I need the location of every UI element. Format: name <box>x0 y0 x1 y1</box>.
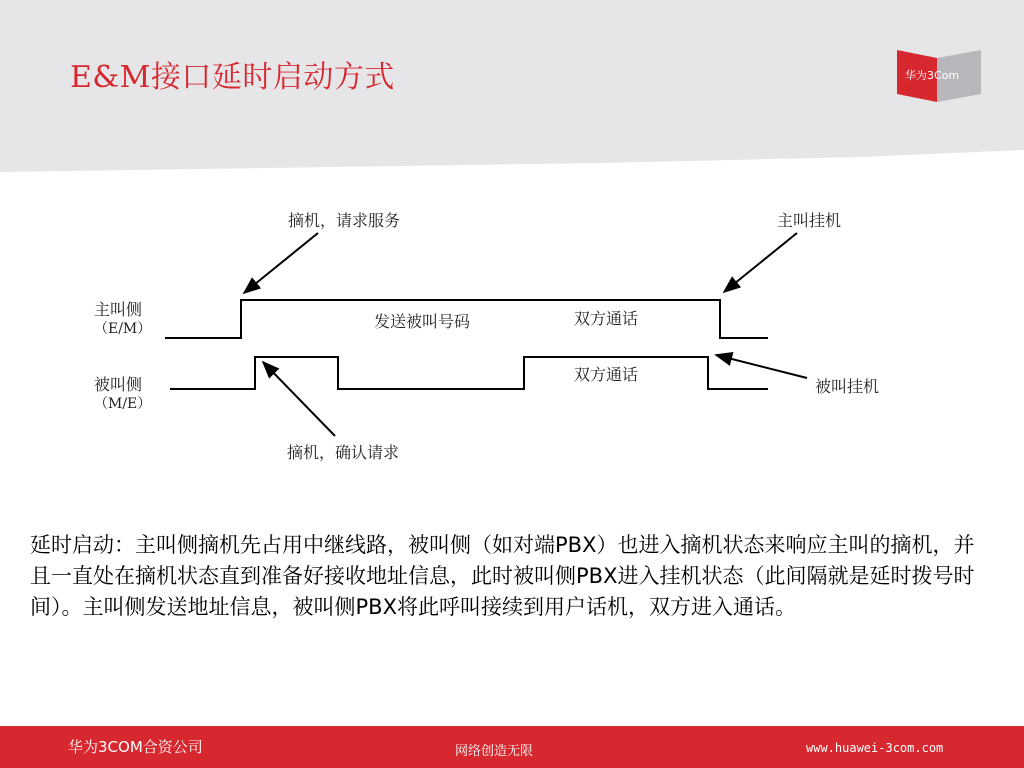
calling-side-sub: （E/M） <box>94 321 152 337</box>
footer-bar <box>0 726 1024 768</box>
annotation-send-number: 发送被叫号码 <box>374 312 471 331</box>
called-side-label: 被叫侧 <box>94 375 143 394</box>
footer-url[interactable]: www.huawei-3com.com <box>806 741 944 755</box>
description-paragraph: 延时启动：主叫侧摘机先占用中继线路，被叫侧（如对端PBX）也进入摘机状态来响应主叫的摘机，并且一直处在摘机状态直到准备好接收地址信息，此时被叫侧PBX进入挂机状态（此间隔就是延时拨号时间）。主叫侧发送地址信息，被叫侧PBX将此呼叫接续到用户话机，双方进入通话。 <box>30 533 975 619</box>
called-side-sub: （M/E） <box>94 396 152 412</box>
annotation-talk-top: 双方通话 <box>574 309 639 328</box>
annotation-caller-onhook: 主叫挂机 <box>777 211 842 230</box>
footer-company: 华为3COM合资公司 <box>68 738 203 756</box>
called-side-signal <box>170 357 768 389</box>
annotation-offhook-confirm: 摘机，确认请求 <box>287 443 400 462</box>
annotation-talk-bottom: 双方通话 <box>574 365 639 384</box>
calling-side-label: 主叫侧 <box>94 300 143 319</box>
footer-slogan: 网络创造无限 <box>455 744 534 759</box>
offhook-confirm-arrow <box>263 362 335 436</box>
callee-onhook-arrow <box>716 355 807 378</box>
page-title: E&M接口延时启动方式 <box>70 60 395 95</box>
annotation-offhook-request: 摘机，请求服务 <box>288 211 401 230</box>
logo-text: 华为3Com <box>905 69 960 82</box>
annotation-callee-onhook: 被叫挂机 <box>815 377 880 396</box>
offhook-request-arrow <box>244 233 318 293</box>
caller-onhook-arrow <box>724 233 797 292</box>
